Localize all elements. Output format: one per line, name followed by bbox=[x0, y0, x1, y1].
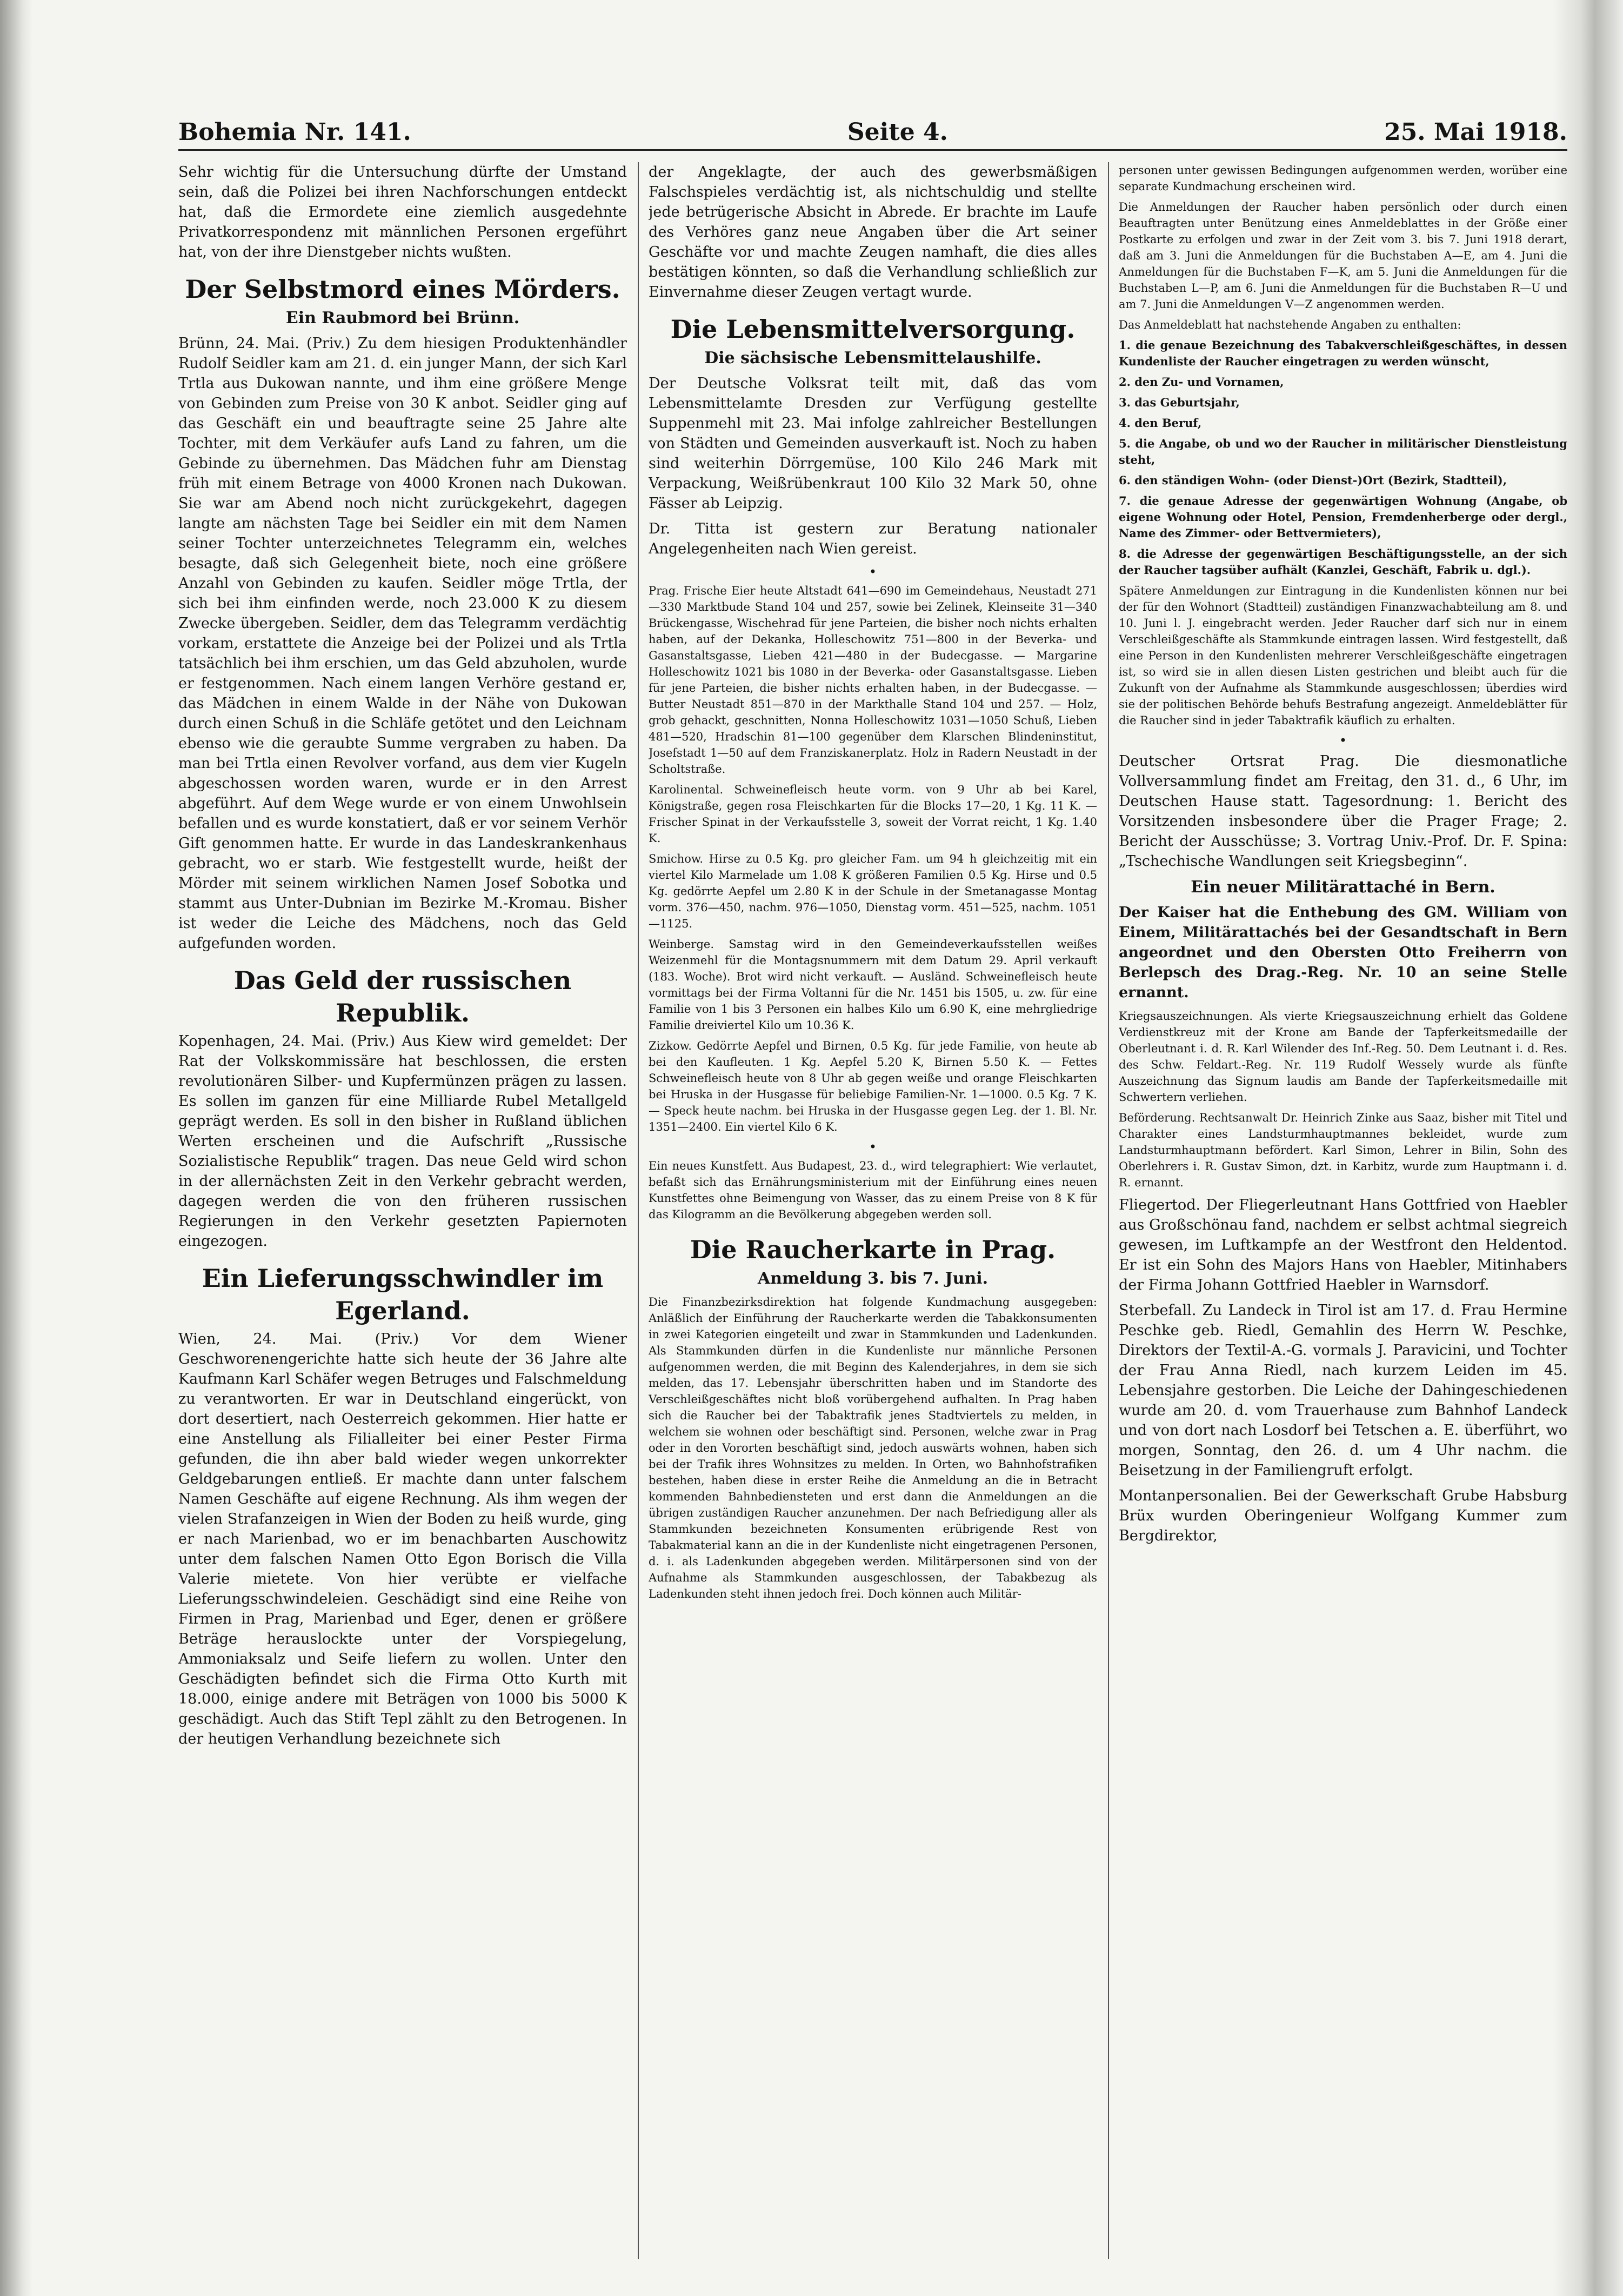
article-body: Sterbefall. Zu Landeck in Tirol ist am 17. d. Frau Hermine Peschke geb. Riedl, Gemahlin des Herrn W. Peschke, Direktors der Textil-A.-G. vormals J. Paravicini, und Tochter der Frau Anna Riedl, nach kurzem Leiden im 45. Lebensjahre gestorben. Die Leiche der Dahingeschiedenen wurde am 20. d. vom Trauerhause zum Bahnhof Landeck und von dort nach Losdorf bei Tetschen a. E. überführt, wo morgen, Sonntag, den 26. d. um 4 Uhr nachm. die Beisetzung in der Familiengruft erfolgt. bbox=[1119, 1302, 1567, 1479]
separator-dot: • bbox=[869, 564, 877, 579]
notice-item: Weinberge. Samstag wird in den Gemeindeverkaufsstellen weißes Weizenmehl für die Montagsnummern mit dem Datum 29. April verkauft (183. Woche). Brot wird nicht verkauft. — Ausländ. Schweinefleisch heute vormittags bei der Firma Voltanni für die Nr. 1451 bis 1505, u. zw. für eine Familie von 1 bis 3 Personen ein halbes Kilo um 6.90 K, eine mehrgliedrige Familie dreiviertel Kilo um 10.36 K. bbox=[649, 938, 1097, 1032]
article-headline: Die Raucherkarte in Prag. bbox=[690, 1235, 1056, 1264]
article-continuation: personen unter gewissen Bedingungen aufgenommen werden, worüber eine separate Kundmachung erscheinen wird. bbox=[1119, 164, 1567, 193]
article-subheadline: Anmeldung 3. bis 7. Juni. bbox=[757, 1269, 989, 1288]
article-headline: Die Lebensmittelversorgung. bbox=[670, 315, 1076, 344]
separator-dot: • bbox=[869, 1139, 877, 1154]
column-divider bbox=[638, 162, 639, 2259]
article-body: Der Kaiser hat die Enthebung des GM. William von Einem, Militärattachés bei der Gesandtschaft in Bern angeordnet und den Obersten Otto Freiherrn von Berlepsch des Drag.-Reg. Nr. 10 an seine Stelle ernannt. bbox=[1119, 904, 1567, 1001]
article-subheadline: Ein neuer Militärattaché in Bern. bbox=[1191, 878, 1495, 897]
article-body: Dr. Titta ist gestern zur Beratung nationaler Angelegenheiten nach Wien gereist. bbox=[649, 520, 1097, 557]
notice-item: Karolinental. Schweinefleisch heute vorm. von 9 Uhr ab bei Karel, Königstraße, gegen rosa Fleischkarten für die Blocks 17—20, 1 Kg. 11 K. — Frischer Spinat in der Verkaufsstelle 3, soweit der Vorrat reicht, 1 Kg. 1.40 K. bbox=[649, 783, 1097, 845]
notice-item: Prag. Frische Eier heute Altstadt 641—690 im Gemeindehaus, Neustadt 271—330 Marktbude Stand 104 und 257, sowie bei Zelinek, Kleinseite 31—340 Brückengasse, Wischehrad für jene Parteien, die bisher noch nichts erhalten haben, auf der Dekanka, Holleschowitz 751—800 in der Beverka- und Gasanstaltsgasse, Lieben 421—480 in der Budecgasse. — Margarine Holleschowitz 1021 bis 1080 in der Beverka- oder Gasanstaltsgasse. Lieben für jene Parteien, die bisher nichts erhalten haben, in der Budecgasse. — Butter Neustadt 851—870 in der Markthalle Stand 104 und 257. — Holz, grob gehackt, geschnitten, Nonna Holleschowitz 1031—1050 Schuß, Lieben 481—520, Hradschin 81—100 gegenüber dem Klarschen Blindeninstitut, Josefstadt 1—50 auf dem Franziskanerplatz. Holz in Radern Neustadt in der Scholtstraße. bbox=[649, 584, 1097, 776]
masthead-page-number: Seite 4. bbox=[847, 118, 948, 146]
list-item: 4. den Beruf, bbox=[1119, 416, 1202, 430]
article-body: Montanpersonalien. Bei der Gewerkschaft Grube Habsburg Brüx wurden Oberingenieur Wolfgang Kummer zum Bergdirektor, bbox=[1119, 1487, 1567, 1544]
article-subheadline: Die sächsische Lebensmittelaushilfe. bbox=[704, 349, 1041, 368]
article-body: Wien, 24. Mai. (Priv.) Vor dem Wiener Geschworenengerichte hatte sich heute der 36 Jahre alte Kaufmann Karl Schäfer wegen Betruges und Falschmeldung zu verantworten. Er war in Deutschland eingerückt, von dort desertiert, nach Oesterreich gekommen. Hier hatte er eine Anstellung als Filialleiter bei einer Pester Firma gefunden, die ihn aber bald wieder wegen unkorrekter Geldgebarungen entließ. Er machte dann unter falschem Namen Geschäfte auf eigene Rechnung. Als ihm wegen der vielen Strafanzeigen in Wien der Boden zu heiß wurde, ging er nach Marienbad, wo er im benachbarten Auschowitz unter dem falschen Namen Otto Egon Borisch die Villa Valerie mietete. Von hier verübte er vielfache Lieferungsschwindeleien. Geschädigt sind eine Reihe von Firmen in Prag, Marienbad und Eger, denen er größere Beträge herauslockte unter der Vorspiegelung, Ammoniaksalz und Seife liefern zu wollen. Unter den Geschädigten befindet sich die Firma Otto Kurth mit 18.000, einige andere mit Beträgen von 1000 bis 5000 K geschädigt. Auch das Stift Tepl zählt zu den Betrogenen. In der heutigen Verhandlung bezeichnete sich bbox=[178, 1331, 627, 1747]
column-divider bbox=[1108, 162, 1109, 2259]
list-item: 1. die genaue Bezeichnung des Tabakverschleißgeschäftes, in dessen Kundenliste der Raucher eingetragen zu werden wünscht, bbox=[1119, 338, 1567, 368]
article-body: Die Anmeldungen der Raucher haben persönlich oder durch einen Beauftragten unter Benützung eines Anmeldeblattes in der Größe einer Postkarte zu erfolgen und zwar in der Zeit vom 3. bis 7. Juni 1918 derart, daß am 3. Juni die Anmeldungen für die Buchstaben A—E, am 4. Juni die Anmeldungen für die Buchstaben F—K, am 5. Juni die Anmeldungen für die Buchstaben L—P, am 6. Juni die Anmeldungen für die Buchstaben R—U und am 7. Juni die Anmeldungen V—Z angenommen werden. bbox=[1119, 201, 1567, 311]
notice-item: Zizkow. Gedörrte Aepfel und Birnen, 0.5 Kg. für jede Familie, von heute ab bei den Kaufleuten. 1 Kg. Aepfel 5.20 K, Birnen 5.50 K. — Fettes Schweinefleisch heute von 8 Uhr ab gegen weiße und orange Fleischkarten bei Hruska in der Husgasse für beliebige Familien-Nr. 1—1000. 0.5 Kg. 7 K. — Speck heute nachm. bei Hruska in der Husgasse gegen Leg. der 1. Bl. Nr. 1351—2400. Ein viertel Kilo 6 K. bbox=[649, 1039, 1097, 1133]
list-item: 5. die Angabe, ob und wo der Raucher in militärischer Dienstleistung steht, bbox=[1119, 437, 1567, 466]
masthead-date: 25. Mai 1918. bbox=[1384, 118, 1567, 146]
binding-shadow bbox=[0, 0, 32, 2296]
article-headline: Der Selbstmord eines Mörders. bbox=[185, 275, 620, 304]
list-item: 8. die Adresse der gegenwärtigen Beschäftigungsstelle, an der sich der Raucher tagsüber aufhält (Kanzlei, Geschäft, Fabrik u. dgl.). bbox=[1119, 547, 1567, 577]
article-headline: Ein Lieferungsschwindler im Egerland. bbox=[202, 1264, 604, 1325]
masthead bbox=[178, 108, 1567, 146]
list-item: 6. den ständigen Wohn- (oder Dienst-)Ort (Bezirk, Stadtteil), bbox=[1119, 473, 1507, 487]
article-body: Brünn, 24. Mai. (Priv.) Zu dem hiesigen Produktenhändler Rudolf Seidler kam am 21. d. ein junger Mann, der sich Karl Trtla aus Dukowan nannte, und ihm eine größere Menge von Gebinden zum Preise von 30 K anbot. Seidler ging auf das Geschäft ein und beauftragte seine 25 Jahre alte Tochter, mit dem Verkäufer aufs Land zu fahren, um die Gebinde zu übernehmen. Das Mädchen fuhr am Dienstag früh mit einem Betrage von 4000 Kronen nach Dukowan. Sie war am Abend noch nicht zurückgekehrt, dagegen langte am nächsten Tage bei Seidler ein mit dem Namen seiner Tochter unterzeichnetes Telegramm ein, welches besagte, daß sich Gelegenheit biete, noch eine größere Anzahl von Gebinden zu kaufen. Seidler möge Trtla, der sich bei ihm einfinden werde, noch 23.000 K zu diesem Zwecke übergeben. Seidler, dem das Telegramm verdächtig vorkam, erstattete die Anzeige bei der Polizei und als Trtla tatsächlich bei ihm erschien, um das Geld abzuholen, wurde er festgenommen. Nach einem langen Verhöre gestand er, das Mädchen in einem Walde in der Nähe von Dukowan durch einen Schuß in die Schläfe getötet und den Leichnam ebenso wie die geraubte Summe vergraben zu haben. Da man bei Trtla einen Revolver vorfand, aus dem vier Kugeln abgeschossen worden waren, wurde er in den Arrest abgeführt. Auf dem Wege wurde er von einem Unwohlsein befallen und es wurde konstatiert, daß er vor seinem Verhör Gift genommen hatte. Er wurde in das Landeskrankenhaus gebracht, wo er starb. Wie festgestellt wurde, heißt der Mörder mit seinem wirklichen Namen Josef Sobotka und stammt aus Unter-Dubnian im Bezirke M.-Kromau. Bisher ist weder die Leiche des Mädchens, noch das Geld aufgefunden worden. bbox=[178, 335, 627, 952]
masthead-rule bbox=[178, 149, 1567, 151]
column-3 bbox=[1119, 162, 1567, 2259]
article-subheadline: Ein Raubmord bei Brünn. bbox=[285, 309, 520, 328]
article-body: Spätere Anmeldungen zur Eintragung in die Kundenlisten können nur bei der für den Wohnort (Stadtteil) zuständigen Finanzwachabteilung am 8. und 10. Juni l. J. eingebracht werden. Jeder Raucher darf sich nur in einem Verschleißgeschäfte als Stammkunde eintragen lassen. Wird festgestellt, daß eine Person in den Kundenlisten mehrerer Verschleißgeschäfte eingetragen ist, so wird sie in allen diesen Listen gestrichen und bleibt auch für die Zukunft von der Aufnahme als Stammkunde ausgeschlossen; überdies wird sie der politischen Behörde behufs Bestrafung angezeigt. Anmeldeblätter für die Raucher sind in jeder Tabaktrafik käuflich zu erhalten. bbox=[1119, 584, 1567, 727]
newspaper-page bbox=[178, 108, 1567, 2265]
article-continuation: Sehr wichtig für die Untersuchung dürfte der Umstand sein, daß die Polizei bei ihren Nachforschungen entdeckt hat, daß die Ermordete eine ziemlich ausgedehnte Privatkorrespondenz mit männlichen Personen ergeführt hat, von der ihre Dienstgeber nichts wußten. bbox=[178, 164, 627, 261]
article-continuation: der Angeklagte, der auch des gewerbsmäßigen Falschspieles verdächtig ist, als nichtschuldig und stellte jede betrügerische Absicht in Abrede. Er brachte im Laufe des Verhöres ganz neue Angaben über die Art seiner Geschäfte vor und machte Zeugen namhaft, die dies alles bestätigen könnten, so daß die Verhandlung schließlich zur Einvernahme dieser Zeugen vertagt wurde. bbox=[649, 164, 1097, 301]
notice-item: Ein neues Kunstfett. Aus Budapest, 23. d., wird telegraphiert: Wie verlautet, befaßt sich das Ernährungsministerium mit der Einführung eines neuen Kunstfettes ohne Beimengung von Wasser, das zu einem Preise von 8 K für das Kilogramm an die Bevölkerung abgegeben werden soll. bbox=[649, 1159, 1097, 1221]
notice-item: Smichow. Hirse zu 0.5 Kg. pro gleicher Fam. um 94 h gleichzeitig mit ein viertel Kilo Marmelade um 1.08 K größeren Familien 0.5 Kg. Hirse und 0.5 Kg. gedörrte Aepfel um 2.80 K in der Schule in der Smetanagasse Montag vorm. 376—450, nachm. 976—1050, Dienstag vorm. 451—525, nachm. 1051—1125. bbox=[649, 852, 1097, 930]
separator-dot: • bbox=[1339, 733, 1347, 748]
article-body: Das Anmeldeblatt hat nachstehende Angaben zu enthalten: bbox=[1119, 318, 1461, 331]
list-item: 3. das Geburtsjahr, bbox=[1119, 396, 1240, 409]
article-body: Der Deutsche Volksrat teilt mit, daß das vom Lebensmittelamte Dresden zur Verfügung gestellte Suppenmehl mit 23. Mai infolge zahlreicher Bestellungen von Städten und Gemeinden ausverkauft ist. Noch zu haben sind weiterhin Dörrgemüse, 100 Kilo 246 Mark mit Verpackung, Weißrübenkraut 100 Kilo 32 Mark 50, ohne Fässer ab Leipzig. bbox=[649, 375, 1097, 512]
list-item: 2. den Zu- und Vornamen, bbox=[1119, 375, 1284, 389]
masthead-paper-issue: Bohemia Nr. 141. bbox=[178, 118, 411, 146]
article-body: Fliegertod. Der Fliegerleutnant Hans Gottfried von Haebler aus Großschönau fand, nachdem er selbst achtmal siegreich gewesen, im Luftkampfe an der Westfront den Heldentod. Er ist ein Sohn des Majors Hans von Haebler, Mitinhabers der Firma Johann Gottfried Haebler in Warnsdorf. bbox=[1119, 1197, 1567, 1293]
column-1 bbox=[178, 162, 627, 2259]
column-2 bbox=[649, 162, 1097, 2259]
article-body: Kopenhagen, 24. Mai. (Priv.) Aus Kiew wird gemeldet: Der Rat der Volkskommissäre hat beschlossen, die ersten revolutionären Silber- und Kupfermünzen prägen zu lassen. Es sollen im ganzen für eine Milliarde Rubel Metallgeld geprägt werden. Es soll in den bisher in Rußland üblichen Werten erscheinen und die Aufschrift „Russische Sozialistische Republik“ tragen. Das neue Geld wird schon in der allernächsten Zeit in den Verkehr gebracht werden, dagegen werden die von den früheren russischen Regierungen in den Verkehr gesetzten Papiernoten eingezogen. bbox=[178, 1033, 627, 1250]
article-body: Die Finanzbezirksdirektion hat folgende Kundmachung ausgegeben: Anläßlich der Einführung der Raucherkarte werden die Tabakkonsumenten in zwei Kategorien eingeteilt und zwar in Stammkunden und Ladenkunden. Als Stammkunden dürfen in die Kundenliste nur männliche Personen aufgenommen werden, die mit Beginn des Kalenderjahres, in dem sie sich melden, das 17. Lebensjahr überschritten haben und im Standorte des Verschleißgeschäftes nicht bloß vorübergehend aufhalten. In Prag haben sich die Raucher bei der Tabaktrafik jenes Stadtviertels zu melden, in welchem sie wohnen oder beschäftigt sind. Personen, welche zwar in Prag oder in den Vororten beschäftigt sind, jedoch auswärts wohnen, haben sich bei der Trafik ihres Wohnsitzes zu melden. In Orten, wo Bahnhofstrafiken bestehen, haben diese in erster Reihe die Anmeldung an die in Betracht kommenden Bahnbediensteten und erst dann die Anmeldungen an die übrigen zuständigen Raucher anzunehmen. Der nach Befriedigung aller als Stammkunden bezeichneten Konsumenten erübrigende Rest von Tabakmaterial kann an die in der Kundenliste nicht eingetragenen Personen, d. i. als Ladenkunden abgegeben werden. Militärpersonen sind von der Aufnahme als Stammkunden ausgeschlossen, der Tabakbezug als Ladenkunden steht ihnen jedoch frei. Doch können auch Militär- bbox=[649, 1296, 1097, 1600]
article-body: Deutscher Ortsrat Prag. Die diesmonatliche Vollversammlung findet am Freitag, den 31. d., 6 Uhr, im Deutschen Hause statt. Tagesordnung: 1. Bericht des Vorsitzenden insbesondere über die Prager Frage; 2. Bericht der Ausschüsse; 3. Vortrag Univ.-Prof. Dr. F. Spina: „Tschechische Wandlungen seit Kriegsbeginn“. bbox=[1119, 753, 1567, 870]
article-headline: Das Geld der russischen Republik. bbox=[233, 966, 572, 1027]
notice-item: Kriegsauszeichnungen. Als vierte Kriegsauszeichnung erhielt das Goldene Verdienstkreuz mit der Krone am Bande der Tapferkeitsmedaille der Oberleutnant i. d. R. Karl Wilender des Inf.-Reg. 50. Dem Leutnant i. d. Res. des Schw. Feldart.-Reg. Nr. 119 Rudolf Wessely wurde als fünfte Auszeichnung das Signum laudis am Bande der Tapferkeitsmedaille mit Schwertern verliehen. bbox=[1119, 1010, 1567, 1104]
notice-item: Beförderung. Rechtsanwalt Dr. Heinrich Zinke aus Saaz, bisher mit Titel und Charakter eines Landsturmhauptmannes bekleidet, wurde zum Landsturmhauptmann befördert. Karl Simon, Lehrer in Bilin, Sohn des Oberlehrers i. R. Gustav Simon, dzt. in Karbitz, wurde zum Hauptmann i. d. R. ernannt. bbox=[1119, 1111, 1567, 1189]
list-item: 7. die genaue Adresse der gegenwärtigen Wohnung (Angabe, ob eigene Wohnung oder Hotel, Pension, Fremdenherberge oder dergl., Name des Zimmer- oder Bettvermieters), bbox=[1119, 494, 1567, 540]
